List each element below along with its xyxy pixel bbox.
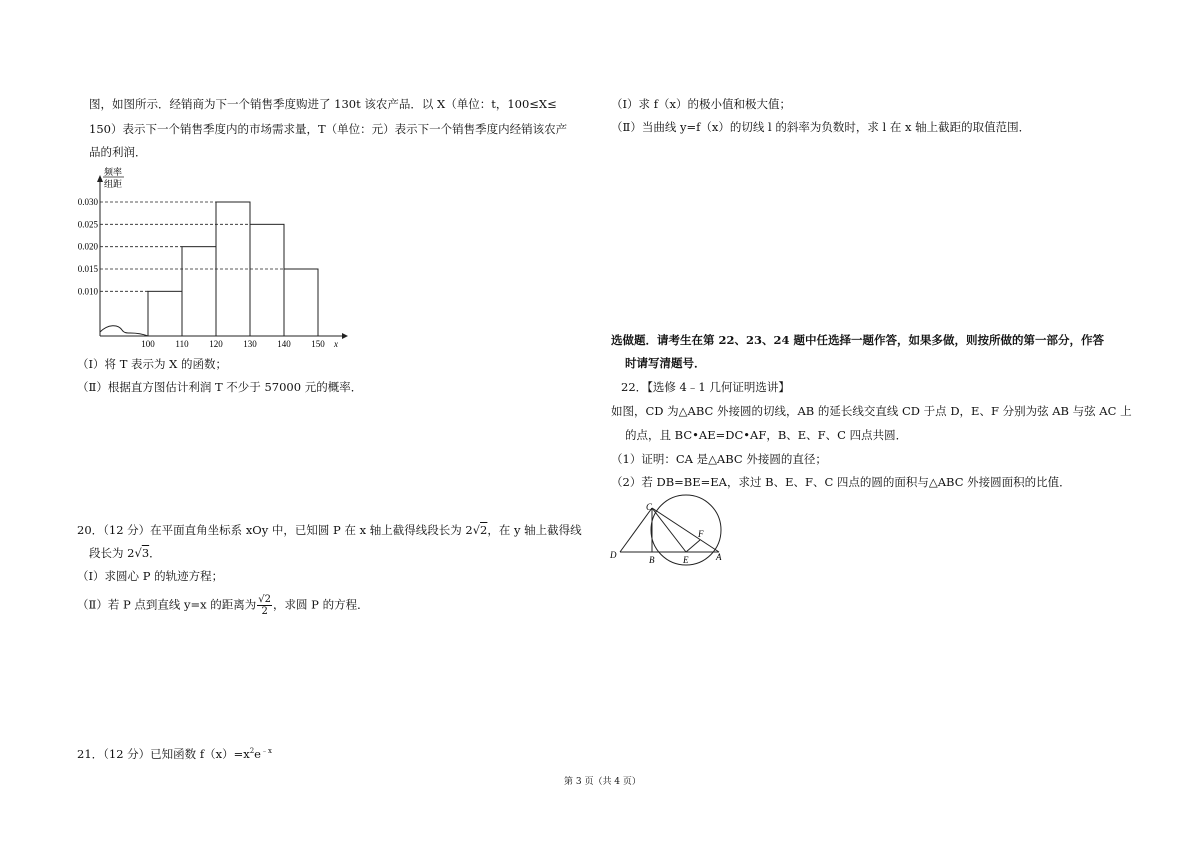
q20-radicand-2: 3 xyxy=(141,546,150,560)
histogram-bar xyxy=(148,291,182,336)
histogram-chart xyxy=(66,166,356,352)
segment-ef xyxy=(686,540,700,552)
geometry-label-c: C xyxy=(646,502,653,512)
y-tick-label: 0.025 xyxy=(77,219,98,230)
q20-part-2-text-a: （Ⅱ）若 P 点到直线 y=x 的距离为 xyxy=(77,597,257,612)
q22-line-2: 的点，且 BC•AE=DC•AF，B、E、F、C 四点共圆． xyxy=(625,428,908,442)
q20-fraction-denominator: 2 xyxy=(261,606,268,617)
q20-line-2 xyxy=(89,546,161,560)
q19-intro-line-3: 品的利润． xyxy=(89,145,147,159)
q21-statement xyxy=(77,744,272,761)
q21-text-b: e xyxy=(254,746,261,761)
y-label-top: 频率 xyxy=(104,167,123,177)
y-tick-label: 0.020 xyxy=(77,241,98,252)
q20-part-2 xyxy=(77,594,369,617)
histogram-bar xyxy=(284,269,318,336)
q20-sqrt-sign-2: √ xyxy=(134,546,142,560)
y-axis-arrow xyxy=(97,175,103,182)
histogram-bar xyxy=(182,247,216,336)
q20-text-a: 20．（12 分）在平面直角坐标系 xOy 中，已知圆 P 在 x 轴上截得线段长为 2 xyxy=(77,523,473,537)
q21-exponent-2: ﹣x xyxy=(260,747,272,755)
x-tick-label: 100 xyxy=(141,339,155,349)
q20-radicand-1: 2 xyxy=(480,523,488,537)
q20-fraction xyxy=(257,594,272,617)
elective-instruction-line-2: 时请写清题号． xyxy=(625,356,706,370)
histogram-bar xyxy=(250,224,284,336)
q19-intro-line-2: 150）表示下一个销售季度内的市场需求量，T（单位：元）表示下一个销售季度内经销该农产 xyxy=(89,122,568,136)
geometry-label-f: F xyxy=(698,529,704,539)
geometry-label-e: E xyxy=(683,555,689,565)
x-tick-label: 130 xyxy=(243,339,257,349)
x-tick-label: 140 xyxy=(277,339,291,349)
geometry-figure xyxy=(606,494,756,570)
x-label: x xyxy=(334,339,338,349)
q20-part-2-text-b: ，求圆 P 的方程． xyxy=(273,597,369,612)
q19-part-2: （Ⅱ）根据直方图估计利润 T 不少于 57000 元的概率． xyxy=(77,380,363,394)
q20-part-1: （Ⅰ）求圆心 P 的轨迹方程； xyxy=(77,569,224,583)
q21-part-1: （Ⅰ）求 f（x）的极小值和极大值； xyxy=(611,97,791,111)
q22-line-1: 如图，CD 为△ABC 外接圆的切线，AB 的延长线交直线 CD 于点 D，E、F 分别为弦 AB 与弦 AC 上 xyxy=(611,404,1132,418)
q21-text-a: 21．（12 分）已知函数 f（x）=x xyxy=(77,746,250,761)
q20-line-1 xyxy=(77,523,582,537)
geometry-label-a: A xyxy=(716,552,722,562)
chord-ca xyxy=(652,508,719,552)
y-label-bottom: 组距 xyxy=(104,179,123,189)
x-tick-label: 110 xyxy=(175,339,189,349)
geometry-label-b: B xyxy=(649,555,655,565)
page-footer: 第 3 页（共 4 页） xyxy=(564,777,641,787)
x-tick-label: 120 xyxy=(209,339,223,349)
q21-exponent-1: 2 xyxy=(249,747,255,755)
x-tick-label: 150 xyxy=(311,339,325,349)
axis-break xyxy=(100,326,148,336)
histogram-layer xyxy=(78,166,348,349)
y-tick-label: 0.015 xyxy=(77,264,98,274)
q21-part-2: （Ⅱ）当曲线 y=f（x）的切线 l 的斜率为负数时，求 l 在 x 轴上截距的取值范围． xyxy=(611,120,1031,134)
q19-intro-line-1: 图，如图所示．经销商为下一个销售季度购进了 130t 该农产品．以 X（单位：t，100≤X≤ xyxy=(89,97,557,111)
segment-ce xyxy=(652,508,686,552)
y-tick-label: 0.010 xyxy=(77,286,98,297)
q20-text-c: 段长为 2 xyxy=(89,546,135,560)
elective-instruction-line-1: 选做题．请考生在第 22、23、24 题中任选择一题作答，如果多做，则按所做的第一部分，作答 xyxy=(611,333,1105,347)
q20-text-b: ，在 y 轴上截得线 xyxy=(487,523,582,537)
tangent-cd xyxy=(620,508,652,552)
q20-sqrt-sign: √ xyxy=(472,523,481,537)
q22-part-1: （1）证明：CA 是△ABC 外接圆的直径； xyxy=(611,452,827,466)
q22-title: 22．【选修 4﹣1 几何证明选讲】 xyxy=(621,380,790,394)
q20-fraction-numerator: √2 xyxy=(258,594,272,605)
q20-text-d: ． xyxy=(149,546,161,560)
q19-part-1: （Ⅰ）将 T 表示为 X 的函数； xyxy=(77,357,228,371)
geometry-label-d: D xyxy=(610,550,617,560)
y-tick-label: 0.030 xyxy=(77,197,98,207)
x-axis-arrow xyxy=(342,333,348,339)
q22-part-2: （2）若 DB=BE=EA，求过 B、E、F、C 四点的圆的面积与△ABC 外接圆面积的比值． xyxy=(611,475,1071,489)
